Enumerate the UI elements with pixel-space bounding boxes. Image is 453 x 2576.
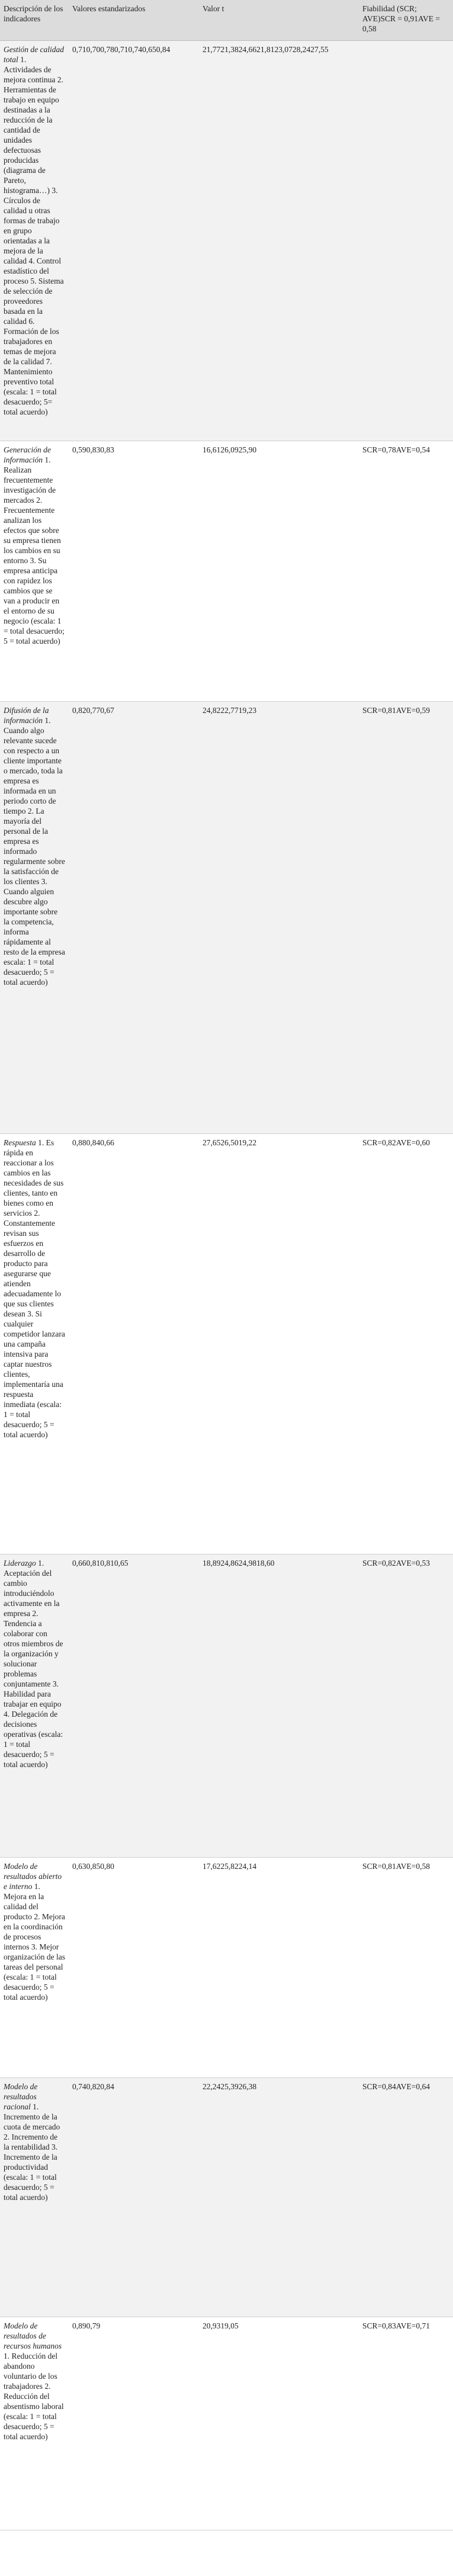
indicator-cell [0, 1134, 69, 1554]
table-row [0, 2078, 453, 2317]
t-value-cell: 21,7721,3824,6621,8123,0728,2427,55 [199, 41, 359, 441]
indicator-cell [0, 2078, 69, 2317]
table-row [0, 1858, 453, 2078]
indicator-cell [0, 1858, 69, 2078]
reliability-cell: SCR=0,81AVE=0,58 [359, 1858, 453, 2078]
indicator-description: 1. Reducción del abandono voluntario de los trabajadores 2. Reducción del absentismo laboral (escala: 1 = total desacuerdo; 5 = total acuerdo) [4, 2352, 64, 2441]
indicator-description: 1. Aceptación del cambio introduciéndolo activamente en la empresa 2. Tendencia a colaborar con otros miembros de la organización y solucionar problemas conjuntamente 3. Habilidad para trabajar en equipo 4. Delegación de decisiones operativas (escala: 1 = total desacuerdo; 5 = total acuerdo) [4, 1559, 63, 1769]
reliability-cell: SCR=0,82AVE=0,53 [359, 1554, 453, 1858]
indicator-name: Gestión de calidad total [4, 45, 64, 64]
t-value-cell: 18,8924,8624,9818,60 [199, 1554, 359, 1858]
indicator-cell [0, 1554, 69, 1858]
t-value-cell: 24,8222,7719,23 [199, 702, 359, 1134]
indicator-description: 1. Cuando algo relevante sucede con respecto a un cliente importante o mercado, toda la empresa es informada en un periodo corto de tiempo 2. La mayoría del personal de la empresa es informado regularmente sobre la satisfacción de los clientes 3. Cuando alguien descubre algo importante sobre la competencia, informa rápidamente al resto de la empresa escala: 1 = total desacuerdo; 5 = total acuerdo) [4, 716, 65, 987]
indicator-name: Modelo de resultados racional [4, 2082, 38, 2111]
standardized-values-cell: 0,660,810,810,65 [69, 1554, 199, 1858]
header-t-value: Valor t [199, 0, 359, 41]
table-row [0, 2317, 453, 2530]
indicator-cell [0, 41, 69, 441]
header-standardized-values: Valores estandarizados [69, 0, 199, 41]
table-row [0, 702, 453, 1134]
indicator-name: Liderazgo [4, 1559, 36, 1568]
standardized-values-cell: 0,630,850,80 [69, 1858, 199, 2078]
indicator-description: 1. Es rápida en reaccionar a los cambios en las necesidades de sus clientes, tanto en bienes como en servicios 2. Constantemente revisan sus esfuerzos en desarrollo de producto para asegurarse que atienden adecuadamente lo que sus clientes desean 3. Si cualquier competidor lanzara una campaña intensiva para captar nuestros clientes, implementaría una respuesta inmediata (escala: 1 = total desacuerdo; 5 = total acuerdo) [4, 1138, 65, 1439]
reliability-cell: SCR=0,83AVE=0,71 [359, 2317, 453, 2530]
reliability-cell [359, 41, 453, 441]
standardized-values-cell: 0,590,830,83 [69, 441, 199, 702]
t-value-cell: 22,2425,3926,38 [199, 2078, 359, 2317]
standardized-values-cell: 0,740,820,84 [69, 2078, 199, 2317]
header-description: Descripción de los indicadores [0, 0, 69, 41]
indicator-description: 1. Mejora en la calidad del producto 2. Mejora en la coordinación de procesos internos 3. Mejor organización de las tareas del personal (escala: 1 = total desacuerdo; 5 = total acuerdo) [4, 1882, 65, 2002]
standardized-values-cell: 0,890,79 [69, 2317, 199, 2530]
indicator-cell [0, 441, 69, 702]
table-row [0, 1134, 453, 1554]
standardized-values-cell: 0,880,840,66 [69, 1134, 199, 1554]
indicator-name: Modelo de resultados de recursos humanos [4, 2321, 62, 2350]
reliability-cell: SCR=0,78AVE=0,54 [359, 441, 453, 702]
header-reliability: Fiabilidad (SCR; AVE)SCR = 0,91AVE = 0,58 [359, 0, 453, 41]
standardized-values-cell: 0,710,700,780,710,740,650,84 [69, 41, 199, 441]
t-value-cell: 27,6526,5019,22 [199, 1134, 359, 1554]
table-header-row [0, 0, 453, 41]
indicator-name: Modelo de resultados abierto e interno [4, 1862, 62, 1891]
t-value-cell: 20,9319,05 [199, 2317, 359, 2530]
reliability-cell: SCR=0,82AVE=0,60 [359, 1134, 453, 1554]
t-value-cell: 17,6225,8224,14 [199, 1858, 359, 2078]
indicator-cell [0, 702, 69, 1134]
reliability-cell: SCR=0,84AVE=0,64 [359, 2078, 453, 2317]
indicator-description: 1. Actividades de mejora continua 2. Herramientas de trabajo en equipo destinadas a la reducción de la cantidad de unidades defectuosas producidas (diagrama de Pareto, histograma…) 3. Círculos de calidad u otras formas de trabajo en grupo orientadas a la mejora de la calidad 4. Control estadístico del proceso 5. Sistema de selección de proveedores basada en la calidad 6. Formación de los trabajadores en temas de mejora de la calidad 7. Mantenimiento preventivo total (escala: 1 = total desacuerdo; 5= total acuerdo) [4, 55, 64, 416]
indicator-description: 1. Realizan frecuentemente investigación de mercados 2. Frecuentemente analizan los efectos que sobre su empresa tienen los cambios en su entorno 3. Su empresa anticipa con rapidez los cambios que se van a producir en el entorno de su negocio (escala: 1 = total desacuerdo; 5 = total acuerdo) [4, 455, 65, 645]
table-row [0, 1554, 453, 1858]
indicator-cell [0, 2317, 69, 2530]
t-value-cell: 16,6126,0925,90 [199, 441, 359, 702]
standardized-values-cell: 0,820,770,67 [69, 702, 199, 1134]
table-row [0, 441, 453, 702]
indicator-description: 1. Incremento de la cuota de mercado 2. Incremento de la rentabilidad 3. Incremento de la productividad (escala: 1 = total desacuerdo; 5 = total acuerdo) [4, 2102, 60, 2202]
reliability-cell: SCR=0,81AVE=0,59 [359, 702, 453, 1134]
indicator-name: Respuesta [4, 1138, 36, 1147]
indicator-name: Generación de información [4, 445, 51, 464]
table-row [0, 41, 453, 441]
indicator-name: Difusión de la información [4, 706, 49, 725]
